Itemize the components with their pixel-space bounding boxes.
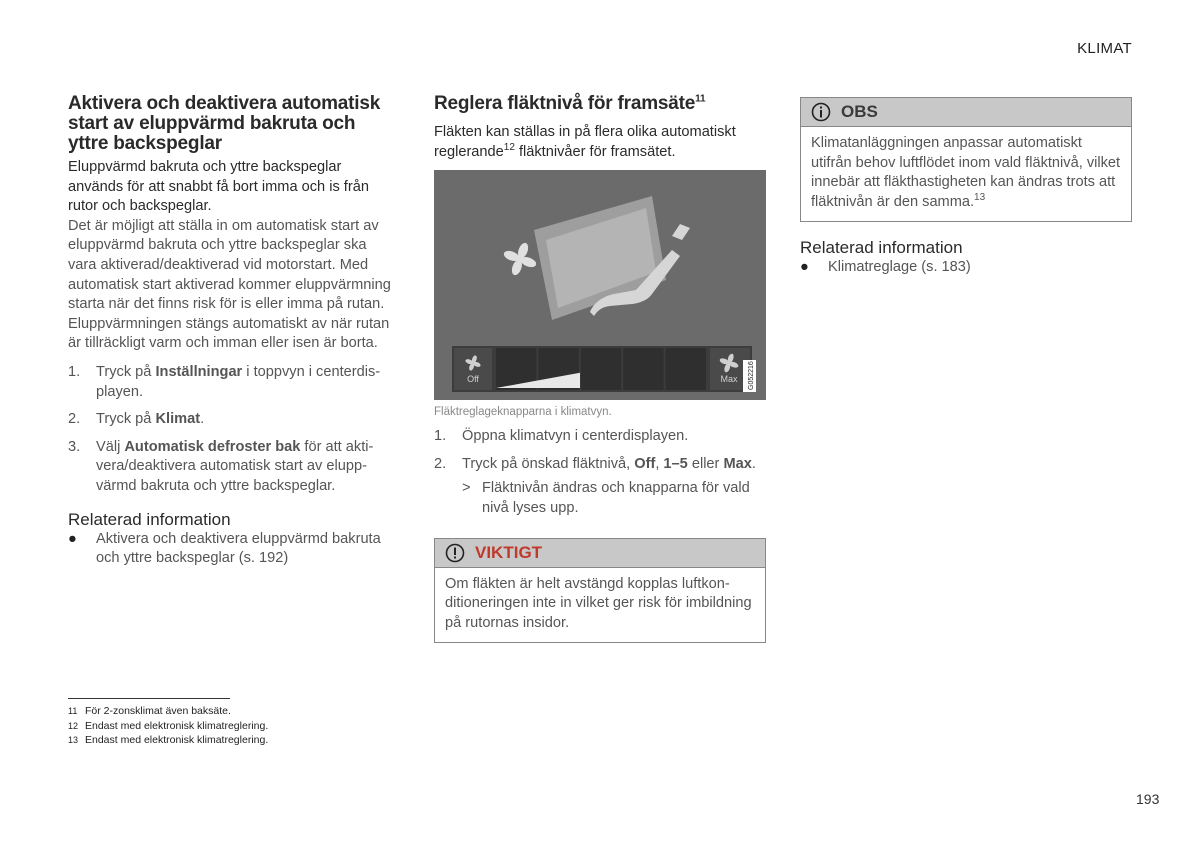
step-text: Tryck på önskad fläktnivå, <box>462 455 635 472</box>
note-body: Klimatanläggningen anpassar automatiskt utifrån behov luftflödet inom vald fläktnivå, vilket innebär att fläkthastigheten kan ändras trots att fläktnivån är den samma. <box>811 135 1121 210</box>
fan-level-button[interactable] <box>623 348 663 390</box>
footnote <box>68 733 268 748</box>
lead-text: fläktnivåer för framsätet. <box>514 143 676 160</box>
fan-off-button[interactable] <box>454 348 492 390</box>
steps-list <box>68 363 394 497</box>
note-box <box>800 97 1132 222</box>
column-left <box>68 94 394 569</box>
figure-caption: Fläktreglageknapparna i klimatvyn. <box>434 406 612 419</box>
menu-key: Max <box>723 455 752 472</box>
related-link-text: Klimatreglage (s. 183) <box>828 259 971 276</box>
footnote-divider <box>68 698 230 699</box>
info-icon <box>811 102 831 122</box>
lead-paragraph: Eluppvärmd bakruta och yttre backspeglar används för att snabbt få bort imma och is från rutor och backspeglar. <box>68 159 369 215</box>
step-text: . <box>200 411 205 428</box>
footnote-number: 13 <box>68 735 79 745</box>
step-text: för att aktivera/deaktivera automatisk start av eluppvärmd bakruta och yttre backspeglar. <box>96 438 374 494</box>
climate-view-illustration <box>434 170 766 400</box>
menu-key: Klimat <box>155 411 201 428</box>
step-text: Tryck på <box>96 363 156 380</box>
step-number: 1. <box>68 363 81 380</box>
warning-title: VIKTIGT <box>475 542 543 562</box>
menu-key: 1–5 <box>663 455 688 472</box>
related-link[interactable] <box>68 530 394 569</box>
related-link[interactable] <box>800 258 1132 278</box>
footnote <box>68 719 268 734</box>
step-text: Öppna klimatvyn i centerdisplayen. <box>462 428 689 445</box>
section-label: KLIMAT <box>1077 40 1132 57</box>
step-text: Välj <box>96 438 125 455</box>
column-middle <box>434 94 766 643</box>
section-heading <box>434 94 766 114</box>
step-number: 3. <box>68 438 81 455</box>
step-item <box>68 410 394 430</box>
menu-key: Off <box>634 455 656 472</box>
menu-key: Automatisk defroster bak <box>124 438 301 455</box>
fan-level-buttons <box>496 348 706 390</box>
footnote-text: Endast med elektronisk klimatreglering. <box>85 734 269 746</box>
column-right <box>800 97 1132 278</box>
related-heading: Relaterad information <box>68 509 231 529</box>
step-text: eller <box>687 455 724 472</box>
step-text: . <box>751 455 756 472</box>
related-link-text: Aktivera och deaktivera eluppvärmd bakruta och yttre backspeglar (s. 192) <box>96 530 381 567</box>
step-text: Tryck på <box>96 411 156 428</box>
step-text: , <box>655 455 664 472</box>
note-title: OBS <box>841 102 878 121</box>
max-label: Max <box>720 374 738 385</box>
menu-key: Inställningar <box>155 363 243 380</box>
footnote-ref: 12 <box>503 141 515 153</box>
note-header <box>801 98 1131 127</box>
heading-text: Reglera fläktnivå för framsäte <box>434 93 696 114</box>
result-marker: > <box>462 480 471 497</box>
footnotes <box>68 704 268 748</box>
footnote-ref: 13 <box>974 191 986 203</box>
footnote-text: Endast med elektronisk klimatreglering. <box>85 719 269 732</box>
footnote-number: 11 <box>68 706 78 716</box>
footnote-ref: 11 <box>695 93 706 105</box>
step-result <box>434 479 766 518</box>
footnote-text: För 2-zonsklimat även baksäte. <box>85 705 231 717</box>
bullet-icon: ● <box>68 530 77 547</box>
fan-control-figure <box>434 170 766 400</box>
footnote-number: 12 <box>68 720 79 731</box>
body-paragraph: Det är möjligt att ställa in om automatisk start av eluppvärmd bakruta och yttre backspeglar ska vara aktiverad/deaktiverad vid motorstart. Med automatisk start aktiverad kommer eluppvärmning starta när det finns risk för is eller imma på rutan. Eluppvärmningen stängs automatiskt av när rutan är tillräckligt varm och imman eller isen är borta. <box>68 217 391 352</box>
section-heading: Aktivera och deaktivera automatisk start av eluppvärmd bakruta och yttre backspeglar <box>68 93 381 154</box>
footnote <box>68 704 268 719</box>
step-number: 2. <box>434 455 447 472</box>
lead-text: Fläkten kan ställas in på flera olika automatiskt reglerande <box>434 124 736 160</box>
fan-level-button[interactable] <box>581 348 621 390</box>
related-heading: Relaterad information <box>800 238 963 258</box>
bullet-icon: ● <box>800 259 809 276</box>
steps-list <box>434 427 766 474</box>
lead-paragraph <box>434 123 766 162</box>
step-item <box>434 455 766 475</box>
result-text: Fläktnivån ändras och knapparna för vald nivå lyses upp. <box>482 480 750 516</box>
figure-code: G052216 <box>748 361 755 391</box>
step-text: i toppvyn i centerdisplayen. <box>96 363 381 400</box>
fan-level-button[interactable] <box>666 348 706 390</box>
step-item <box>68 438 394 497</box>
warning-icon <box>445 543 465 563</box>
warning-text: Om fläkten är helt avstängd kopplas luftkonditioneringen inte in vilket ger risk för imbildning på rutornas insidor. <box>445 575 752 631</box>
step-item <box>434 427 766 447</box>
note-text <box>801 127 1131 221</box>
step-number: 1. <box>434 428 447 445</box>
warning-box <box>434 538 766 644</box>
step-item <box>68 363 394 402</box>
step-number: 2. <box>68 411 81 428</box>
off-label: Off <box>467 374 479 385</box>
page-number: 193 <box>1136 791 1160 807</box>
warning-header <box>435 539 765 568</box>
